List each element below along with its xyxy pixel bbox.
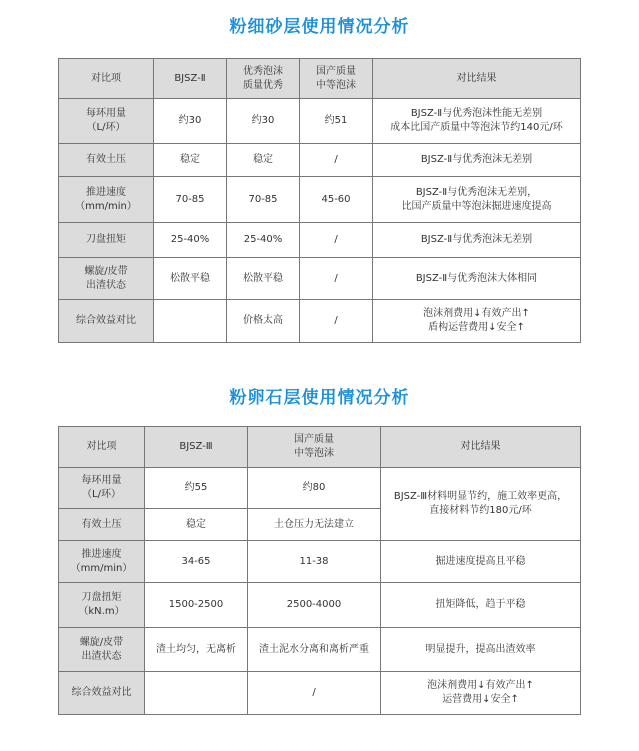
table-cell: 约51 [300,99,373,144]
result-cell: BJSZ-Ⅱ与优秀泡沫大体相同 [373,258,581,300]
header-cell: 对比结果 [381,427,581,468]
header-cell: 国产质量 中等泡沫 [248,427,381,468]
result-cell: 泡沫剂费用↓有效产出↑ 运营费用↓安全↑ [381,672,581,715]
merged-result-cell: BJSZ-Ⅲ材料明显节约，施工效率更高， 直接材料节约180元/环 [381,468,581,541]
row-label: 有效土压 [59,144,154,177]
table-cell: 1500-2500 [145,583,248,628]
table-row [59,99,581,144]
table-cell: / [248,672,381,715]
table-cell: 约80 [248,468,381,509]
row-label: 有效土压 [59,509,145,541]
sand-comparison-table [58,58,581,343]
result-cell: 扭矩降低，趋于平稳 [381,583,581,628]
table-cell: 土仓压力无法建立 [248,509,381,541]
table-row [59,223,581,258]
table-cell: 价格太高 [227,300,300,343]
table-row [59,583,581,628]
table-row [59,258,581,300]
table-cell: 渣土均匀，无离析 [145,628,248,672]
table-cell: 45-60 [300,177,373,223]
row-label: 每环用量 （L/环） [59,468,145,509]
table-cell: 25-40% [154,223,227,258]
row-label: 综合效益对比 [59,672,145,715]
table-row [59,300,581,343]
header-cell: 国产质量 中等泡沫 [300,59,373,99]
row-label: 螺旋/皮带 出渣状态 [59,628,145,672]
header-cell: 对比项 [59,427,145,468]
table-cell [154,300,227,343]
row-label: 综合效益对比 [59,300,154,343]
header-cell: 优秀泡沫 质量优秀 [227,59,300,99]
result-cell: BJSZ-Ⅱ与优秀泡沫无差别， 比国产质量中等泡沫掘进速度提高 [373,177,581,223]
header-cell: 对比结果 [373,59,581,99]
table-row [59,541,581,583]
table-header-row [59,427,581,468]
header-cell: BJSZ-Ⅱ [154,59,227,99]
table-cell: 稳定 [227,144,300,177]
table-cell: 约30 [227,99,300,144]
table-row [59,468,581,509]
row-label: 推进速度 （mm/min） [59,541,145,583]
table-row [59,672,581,715]
header-cell: 对比项 [59,59,154,99]
table-cell: 约55 [145,468,248,509]
section-title-sand: 粉细砂层使用情况分析 [229,17,410,37]
table-row [59,177,581,223]
row-label: 每环用量 （L/环） [59,99,154,144]
result-cell: 明显提升，提高出渣效率 [381,628,581,672]
table-cell: 25-40% [227,223,300,258]
result-cell: BJSZ-Ⅱ与优秀泡沫性能无差别 成本比国产质量中等泡沫节约140元/环 [373,99,581,144]
table-cell: 渣土泥水分离和离析严重 [248,628,381,672]
table-cell: 70-85 [227,177,300,223]
table-cell: 约30 [154,99,227,144]
pebble-comparison-table [58,426,581,715]
table-row [59,628,581,672]
result-cell: BJSZ-Ⅱ与优秀泡沫无差别 [373,144,581,177]
table-cell: / [300,258,373,300]
table-row [59,144,581,177]
row-label: 刀盘扭矩 （kN.m） [59,583,145,628]
table-cell: / [300,223,373,258]
section-title-pebble: 粉卵石层使用情况分析 [229,388,410,408]
table-cell: 11-38 [248,541,381,583]
table-cell: 70-85 [154,177,227,223]
table-header-row [59,59,581,99]
table-cell: / [300,300,373,343]
table-cell: / [300,144,373,177]
result-cell: BJSZ-Ⅱ与优秀泡沫无差别 [373,223,581,258]
result-cell: 泡沫剂费用↓有效产出↑ 盾构运营费用↓安全↑ [373,300,581,343]
table-cell [145,672,248,715]
row-label: 螺旋/皮带 出渣状态 [59,258,154,300]
table-cell: 34-65 [145,541,248,583]
header-cell: BJSZ-Ⅲ [145,427,248,468]
table-cell: 松散平稳 [154,258,227,300]
table-cell: 松散平稳 [227,258,300,300]
row-label: 推进速度 （mm/min） [59,177,154,223]
table-cell: 2500-4000 [248,583,381,628]
table-cell: 稳定 [145,509,248,541]
result-cell: 掘进速度提高且平稳 [381,541,581,583]
row-label: 刀盘扭矩 [59,223,154,258]
table-cell: 稳定 [154,144,227,177]
